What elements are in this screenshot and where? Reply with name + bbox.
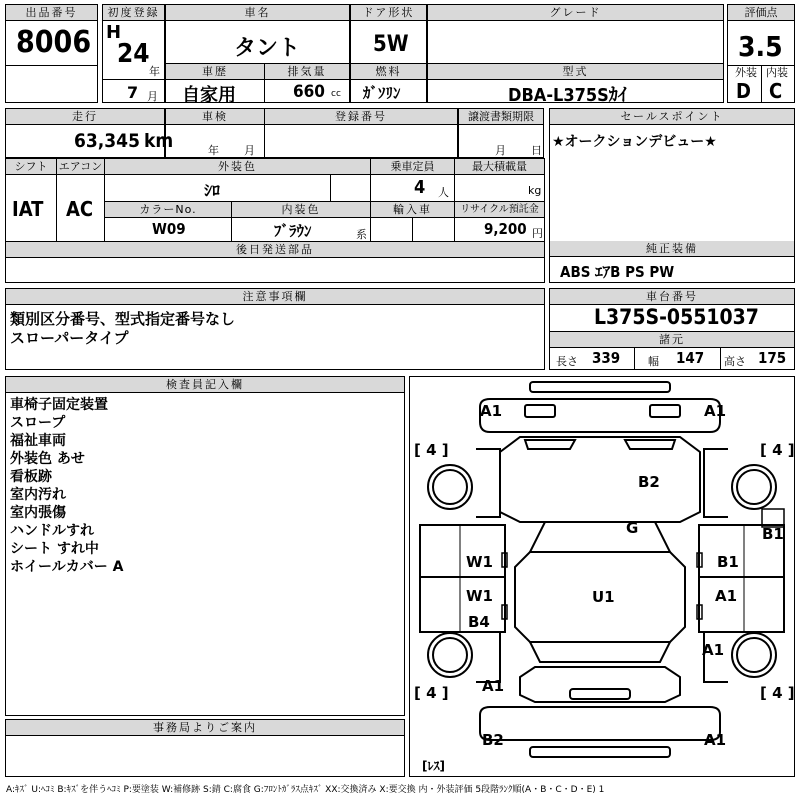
max-load-label: 最大積載量 <box>455 159 544 175</box>
interior-color: ﾌﾞﾗｳﾝ <box>274 222 312 240</box>
damage-mark-wheel-rl: [ 4 ] <box>414 684 449 702</box>
capacity-label: 乗車定員 <box>371 159 454 175</box>
damage-mark-hood: B2 <box>638 473 660 491</box>
length-label: 長さ <box>556 355 578 368</box>
color-number: W09 <box>152 220 186 238</box>
history: 自家用 <box>182 85 236 106</box>
later-parts-label: 後日発送部品 <box>6 242 544 258</box>
inspector-note: 福祉車両 <box>10 433 66 449</box>
inspector-note: 外装色 あせ <box>10 451 85 467</box>
inspector-note: 室内張傷 <box>10 505 66 521</box>
shift: IAT <box>12 197 44 221</box>
damage-mark-rear-bumper-right: A1 <box>704 731 727 749</box>
year-unit: 年 <box>149 65 160 78</box>
inspection-year-unit: 年 <box>208 144 219 157</box>
damage-mark-windshield: G <box>626 519 639 537</box>
height-label: 高さ <box>724 355 746 368</box>
damage-mark-left-rear-fender: B4 <box>468 613 490 631</box>
inspector-note: ホイールカバー A <box>10 559 124 575</box>
score-label: 評価点 <box>728 5 794 21</box>
exterior-color: ｼﾛ <box>204 181 221 200</box>
displacement-box <box>264 63 350 103</box>
exterior-label: 外装 <box>735 66 757 79</box>
damage-mark-right-front-door: B1 <box>717 553 739 571</box>
damage-mark-right-pillar: B1 <box>762 525 784 543</box>
transfer-label: 譲渡書類期限 <box>459 109 543 125</box>
damage-mark-rear-left: A1 <box>482 677 505 695</box>
displacement-unit: cc <box>331 89 341 99</box>
equipment-label: 純正装備 <box>550 241 794 257</box>
car-name: タント <box>234 36 301 61</box>
mileage: 63,345 <box>74 130 140 152</box>
sales-point: ★オークションデビュー★ <box>552 134 717 150</box>
door-box <box>350 4 427 64</box>
sales-point-label: セールスポイント <box>550 109 794 125</box>
interior-label: 内装 <box>766 66 788 79</box>
inspector-note: ハンドルすれ <box>10 523 94 539</box>
registration-month: 7 <box>127 83 139 102</box>
displacement: 660 <box>293 82 325 102</box>
inspection-month-unit: 月 <box>244 144 255 157</box>
caution-label: 注意事項欄 <box>6 289 544 305</box>
inspector-note: 車椅子固定装置 <box>10 397 108 413</box>
inspection-label: 車検 <box>166 109 264 125</box>
interior-color-unit: 系 <box>356 228 367 241</box>
interior-color-label: 内装色 <box>232 202 370 218</box>
import-label: 輸入車 <box>371 202 454 218</box>
grade-label: グレード <box>428 5 723 21</box>
model: DBA-L375Sｶｲ <box>508 85 627 106</box>
damage-mark-right-rear-door: A1 <box>715 587 738 605</box>
month-unit: 月 <box>147 90 158 103</box>
office-label: 事務局よりご案内 <box>6 720 404 736</box>
registration-number-label: 登録番号 <box>265 109 457 125</box>
inspector-note: 室内汚れ <box>10 487 66 503</box>
damage-mark-left-front-door: W1 <box>466 553 493 571</box>
caution-box <box>5 288 545 370</box>
damage-mark-wheel-rr: [ 4 ] <box>760 684 795 702</box>
displacement-label: 排気量 <box>265 64 349 80</box>
first-registration-box <box>102 4 165 103</box>
registration-year: 24 <box>117 39 150 69</box>
transfer-month-unit: 月 <box>495 144 506 157</box>
chassis-number: L375S-0551037 <box>594 305 759 329</box>
car-name-box <box>165 4 350 64</box>
fuel: ｶﾞｿﾘﾝ <box>363 84 401 102</box>
chassis-label: 車台番号 <box>550 289 794 305</box>
later-parts-box <box>5 241 545 283</box>
recycle-label: リサイクル預託金 <box>455 202 544 218</box>
car-outline-diagram <box>410 377 794 776</box>
damage-mark-right-rear-fender: A1 <box>702 641 725 659</box>
damage-mark-front-left: A1 <box>480 402 503 420</box>
inspector-box <box>5 376 405 716</box>
caution-line-2: スローパータイプ <box>10 329 129 347</box>
chassis-box <box>549 288 795 370</box>
inspector-note: 看板跡 <box>10 469 52 485</box>
width-label: 幅 <box>648 355 659 368</box>
car-name-label: 車名 <box>166 5 349 21</box>
shift-label: シフト <box>6 159 56 175</box>
ac: AC <box>66 197 94 221</box>
recycle-unit: 円 <box>532 227 543 240</box>
capacity-unit: 人 <box>438 186 449 199</box>
spare-tire-mark: [ﾚｽ] <box>422 759 445 773</box>
spec-table <box>5 158 545 242</box>
fuel-label: 燃料 <box>351 64 426 80</box>
exterior-color-label: 外装色 <box>105 159 370 175</box>
first-registration-label: 初度登録 <box>103 5 164 21</box>
registration-number-box <box>264 108 458 158</box>
inspector-note: シート すれ中 <box>10 541 99 557</box>
color-number-label: カラーNo. <box>105 202 231 218</box>
ac-label: エアコン <box>58 160 103 173</box>
damage-mark-roof: U1 <box>592 588 615 606</box>
history-box <box>165 63 265 106</box>
score-box <box>727 4 795 103</box>
height: 175 <box>758 349 787 367</box>
model-label: 型式 <box>428 64 723 80</box>
grade-box <box>427 4 724 64</box>
lot-number-label: 出品番号 <box>6 5 97 21</box>
transfer-box <box>458 108 544 158</box>
damage-mark-wheel-fr: [ 4 ] <box>760 441 795 459</box>
era: H <box>106 22 122 43</box>
inspector-note: スロープ <box>10 415 66 431</box>
mileage-label: 走行 <box>6 109 164 125</box>
interior-grade: C <box>769 79 783 103</box>
inspector-label: 検査員記入欄 <box>6 377 404 393</box>
capacity: 4 <box>414 177 426 198</box>
score: 3.5 <box>738 30 783 63</box>
model-box <box>427 63 724 106</box>
width: 147 <box>676 349 705 367</box>
recycle-fee: 9,200 <box>484 220 527 238</box>
mileage-box <box>5 108 174 158</box>
history-label: 車歴 <box>166 64 264 80</box>
legend: A:ｷｽﾞ U:ﾍｺﾐ B:ｷｽﾞを伴うﾍｺﾐ P:要塗装 W:補修跡 S:錆 C:腐食 G:ﾌﾛﾝﾄｶﾞﾗｽ点ｷｽﾞ XX:交換済み X:要交換 内・外装評価 5段階ﾗﾝｸ順(A・B・C・D・E) 1 <box>6 785 605 795</box>
mileage-unit: km <box>144 130 174 152</box>
length: 339 <box>592 349 621 367</box>
inspection-box <box>165 108 265 158</box>
damage-mark-wheel-fl: [ 4 ] <box>414 441 449 459</box>
damage-mark-left-rear-door: W1 <box>466 587 493 605</box>
door-label: ドア形状 <box>351 5 426 21</box>
equipment: ABS ｴｱB PS PW <box>560 263 675 281</box>
transfer-day-unit: 日 <box>531 144 542 157</box>
damage-diagram <box>409 376 795 777</box>
max-load-unit: kg <box>528 184 542 197</box>
door-type: 5W <box>373 32 409 57</box>
inspector-notes <box>10 396 123 576</box>
caution-line-1: 類別区分番号、型式指定番号なし <box>10 310 236 328</box>
damage-mark-front-right: A1 <box>704 402 727 420</box>
exterior-grade: D <box>736 79 751 103</box>
spec-label: 諸元 <box>550 332 794 348</box>
sales-point-box <box>549 108 795 283</box>
fuel-box <box>350 63 427 103</box>
lot-number: 8006 <box>16 25 92 60</box>
damage-mark-rear-bumper-left: B2 <box>482 731 504 749</box>
office-box <box>5 719 405 777</box>
lot-number-box <box>5 4 98 103</box>
